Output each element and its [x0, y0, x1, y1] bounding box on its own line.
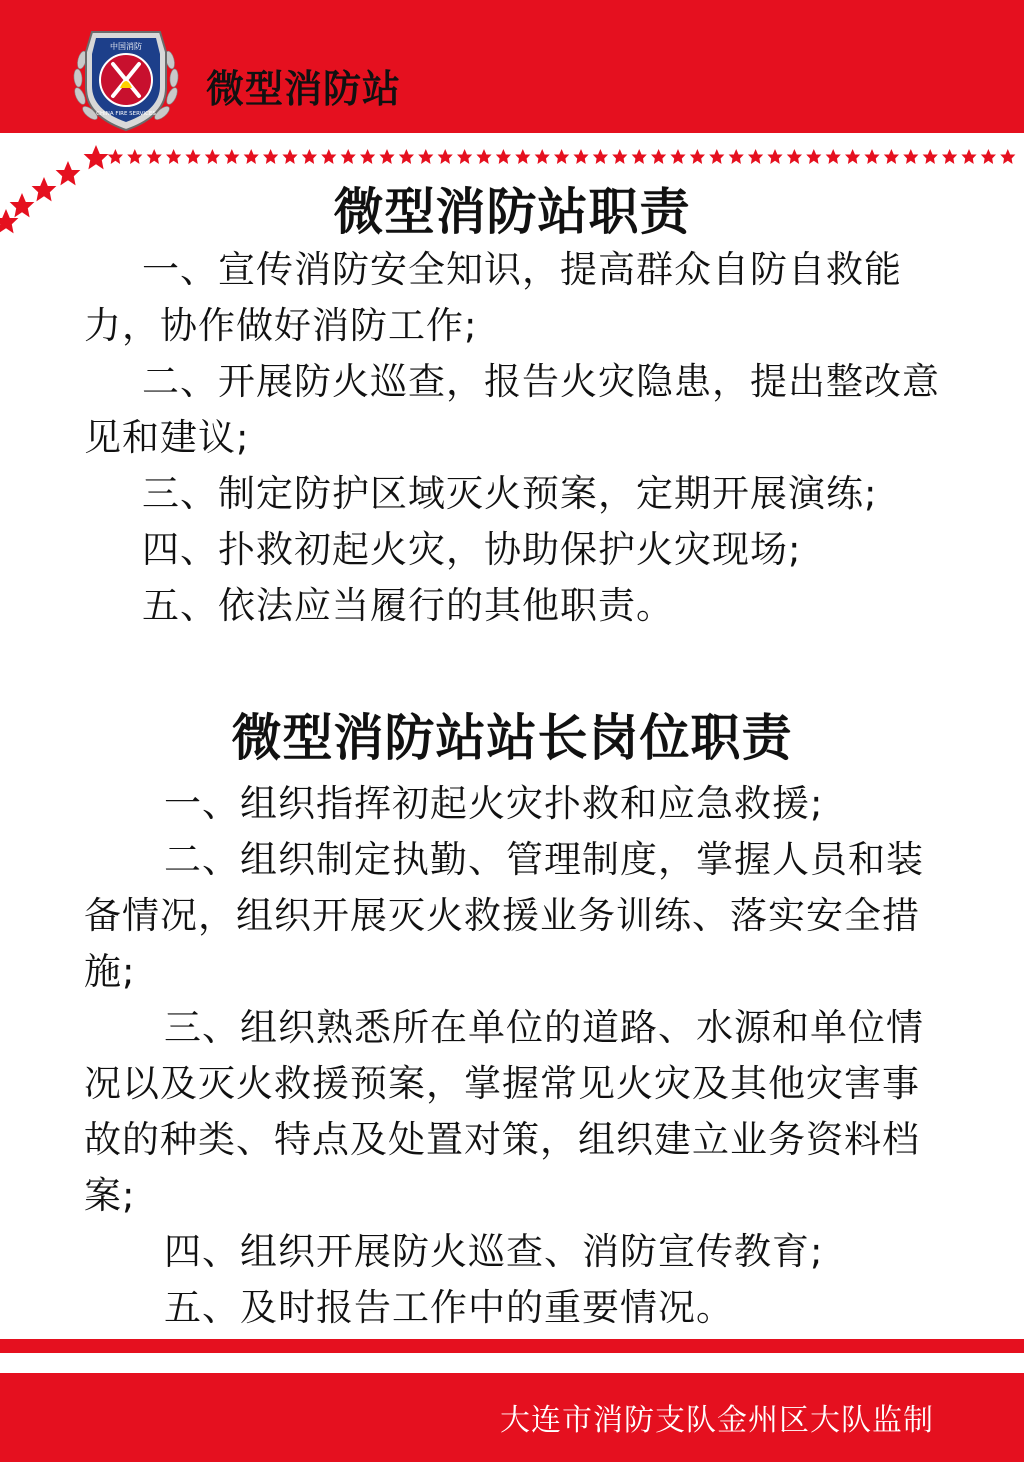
- fire-service-emblem-icon: [70, 18, 182, 136]
- section2-item: 四、组织开展防火巡查、消防宣传教育;: [164, 1230, 824, 1273]
- section2-item: 三、组织熟悉所在单位的道路、水源和单位情况以及灭火救援预案，掌握常见火灾及其他灾害事故的种类、特点及处置对策，组织建立业务资料档案;: [84, 1006, 924, 1217]
- section1-item: 二、开展防火巡查，报告火灾隐患，提出整改意见和建议;: [84, 360, 940, 459]
- emblem-top-text: 中国消防: [110, 42, 142, 51]
- section1-item: 三、制定防护区域灭火预案，定期开展演练;: [142, 472, 878, 515]
- section1-item: 一、宣传消防安全知识，提高群众自防自救能力，协作做好消防工作;: [84, 248, 902, 347]
- footer-bar: [0, 1373, 1024, 1462]
- section2-body: [84, 776, 954, 1336]
- section2-title: 微型消防站站长岗位职责: [231, 709, 793, 767]
- footer-credit: 大连市消防支队金州区大队监制: [500, 1403, 934, 1438]
- section1-body: [84, 242, 954, 634]
- footer-divider: [0, 1339, 1024, 1353]
- section2-item: 二、组织制定执勤、管理制度，掌握人员和装备情况，组织开展灭火救援业务训练、落实安全措施;: [84, 838, 924, 993]
- section1-item: 四、扑救初起火灾，协助保护火灾现场;: [142, 528, 802, 571]
- section1-item: 五、依法应当履行的其他职责。: [142, 584, 674, 627]
- section1-title: 微型消防站职责: [333, 183, 691, 241]
- section2-item: 五、及时报告工作中的重要情况。: [164, 1286, 734, 1329]
- header-title: 微型消防站: [206, 67, 402, 111]
- section2-item: 一、组织指挥初起火灾扑救和应急救援;: [164, 782, 824, 825]
- emblem-bottom-text: CHINA FIRE SERVICES: [96, 111, 156, 117]
